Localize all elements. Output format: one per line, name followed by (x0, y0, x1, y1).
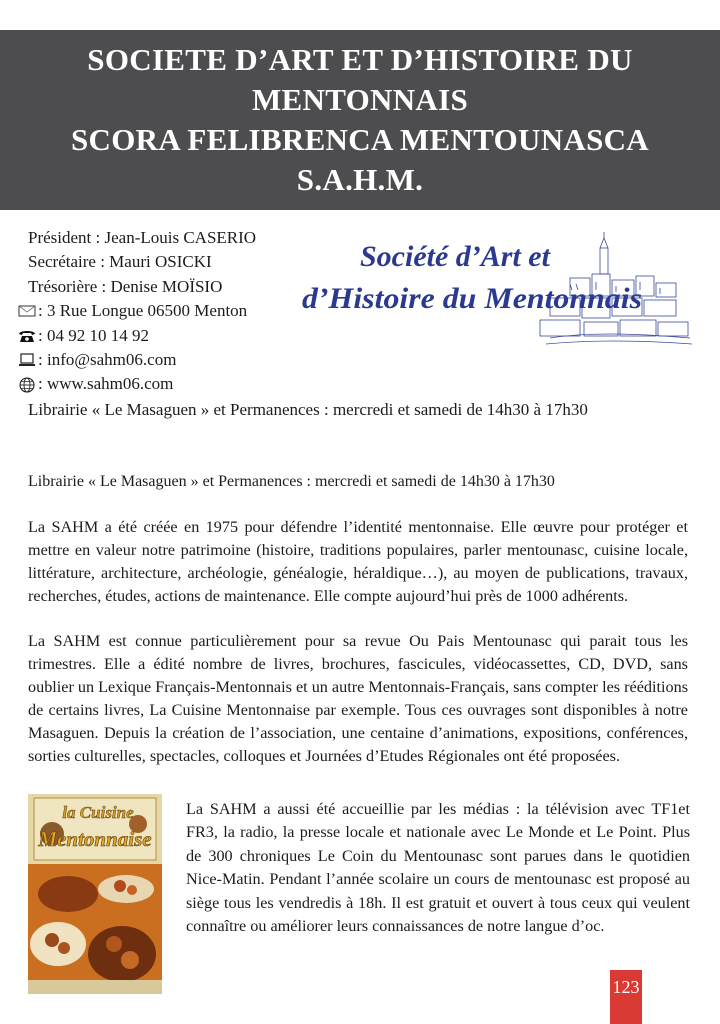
email-line (18, 348, 328, 372)
page-number: 123 (610, 970, 642, 1024)
book-title-line-1: la Cuisine (62, 803, 134, 822)
header-title-line-2: MENTONNAIS (251, 82, 469, 117)
envelope-icon (18, 303, 36, 319)
address-text: : 3 Rue Longue 06500 Menton (38, 301, 248, 321)
phone-text[interactable]: : 04 92 10 14 92 (38, 325, 149, 345)
header-title-line-3: SCORA FELIBRENCA MENTOUNASCA (71, 122, 649, 157)
phone-line (18, 324, 328, 348)
president-line: Président : Jean-Louis CASERIO (28, 228, 257, 247)
paragraph-media: La SAHM a aussi été accueillie par les médias : la télévision avec TF1et FR3, la radio, la presse locale et nationale avec Le Monde et Le Point. Plus de 300 chroniques Le Coin du Mentounasc sont parues dans le quotidien Nice-Matin. Pendant l’année scolaire un cours de mentounasc est proposé au siège tous les vendredis à 18h. Il est gratuit et ouvert à tous ceux qui veulent connaître ou améliorer leurs connaissances de notre langue d’oc. (186, 800, 690, 936)
paragraph-publications: La SAHM est connue particulièrement pour sa revue Ou Pais Mentounasc qui parait tous les trimestres. Elle a édité nombre de livres, brochures, fascicules, vidéocassettes, CD, DVD, sans oublier un Lexique Français-Mentonnais et un autre Mentonnais-Français, sans compter les rééditions de certains livres, La Cuisine Mentonnaise par exemple. Tous ces ouvrages sont disponibles à notre Masaguen. Depuis la création de l’association, une centaine d’animations, expositions, conférences, sorties culturelles, spectacles, colloques et Journées d’Etudes Régionales ont été proposées. (28, 632, 688, 765)
computer-icon (18, 352, 36, 368)
hours-line-1: Librairie « Le Masaguen » et Permanences : mercredi et samedi de 14h30 à 17h30 (28, 400, 588, 419)
paragraph-intro: La SAHM a été créée en 1975 pour défendre l’identité mentonnaise. Elle œuvre pour protéger et mettre en valeur notre patrimoine (histoire, traditions populaires, parler mentounasc, cuisine locale, littérature, architecture, archéologie, généalogie, héraldique…), au moyen de publications, travaux, recherches, études, actions de maintenance. Elle compte aujourd’hui près de 1000 adhérents. (28, 518, 688, 605)
email-text[interactable]: : info@sahm06.com (38, 350, 177, 370)
book-cover-image (28, 794, 162, 994)
header-title-line-1: SOCIETE D’ART ET D’HISTOIRE DU (87, 42, 633, 77)
address-line (18, 299, 328, 323)
website-text[interactable]: : www.sahm06.com (38, 374, 174, 394)
sahm-logo (300, 228, 695, 353)
website-line (18, 372, 328, 396)
secretary-line: Secrétaire : Mauri OSICKI (28, 252, 212, 272)
contact-block (28, 226, 328, 397)
page-header (0, 30, 720, 210)
globe-icon (18, 377, 36, 393)
hours-line-2: Librairie « Le Masaguen » et Permanences : mercredi et samedi de 14h30 à 17h30 (28, 473, 555, 490)
book-title-line-2: Mentonnaise (38, 827, 152, 851)
header-title-line-4: S.A.H.M. (296, 162, 424, 197)
telephone-icon (18, 328, 36, 344)
logo-line-2: d’Histoire du Mentonnais (302, 282, 642, 315)
treasurer-line: Trésorière : Denise MOÏSIO (28, 276, 223, 296)
logo-line-1: Société d’Art et (360, 240, 550, 273)
